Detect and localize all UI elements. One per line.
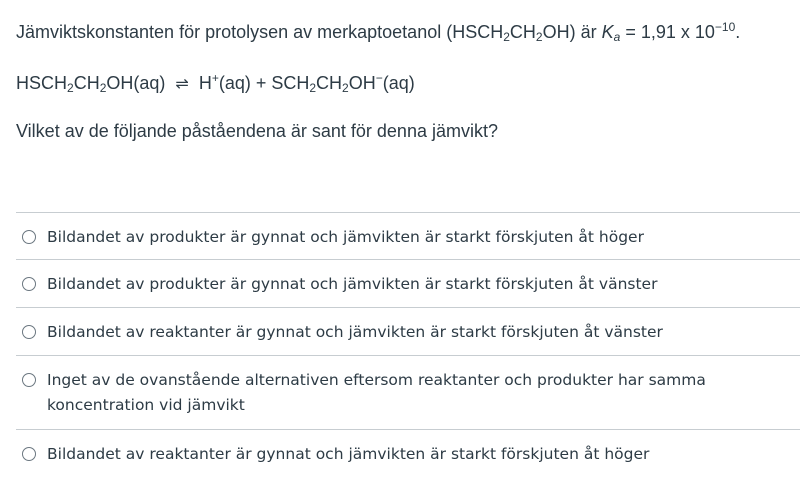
radio-button-icon[interactable]: [22, 325, 36, 339]
answer-option-1[interactable]: [16, 213, 800, 260]
radio-button-icon[interactable]: [22, 230, 36, 244]
answer-option-2[interactable]: [16, 260, 800, 308]
answer-label[interactable]: Bildandet av reaktanter är gynnat och jämvikten är starkt förskjuten åt vänster: [47, 323, 663, 341]
radio-button-icon[interactable]: [22, 277, 36, 291]
equilibrium-arrow-icon: ⇌: [175, 76, 189, 93]
radio-button-icon[interactable]: [22, 447, 36, 461]
radio-button-icon[interactable]: [22, 373, 36, 387]
answer-label[interactable]: Inget av de ovanstående alternativen eftersom reaktanter och produkter har samma koncentration vid jämvikt: [47, 371, 706, 414]
question-text: [16, 18, 786, 145]
answer-label[interactable]: Bildandet av reaktanter är gynnat och jämvikten är starkt förskjuten åt höger: [47, 445, 650, 463]
answer-label[interactable]: Bildandet av produkter är gynnat och jämvikten är starkt förskjuten åt vänster: [47, 275, 658, 293]
answer-option-5[interactable]: [16, 430, 800, 478]
answer-option-3[interactable]: [16, 308, 800, 356]
question-prompt: Vilket av de följande påståendena är sant för denna jämvikt?: [16, 121, 498, 141]
equilibrium-equation: $HSCH_2CH_2OH(aq)$ ⇌ $H^+(aq) + SCH_2CH_2OH^-(aq)$: [16, 69, 786, 99]
answer-list: [16, 212, 800, 478]
answer-option-4[interactable]: [16, 356, 800, 430]
answer-label[interactable]: Bildandet av produkter är gynnat och jämvikten är starkt förskjuten åt höger: [47, 228, 644, 246]
question-intro: Jämviktskonstanten för protolysen av merkaptoetanol $(HSCH_2CH_2OH)$ är $K_a = 1,91$ x $10^{-10}$.: [16, 20, 741, 44]
